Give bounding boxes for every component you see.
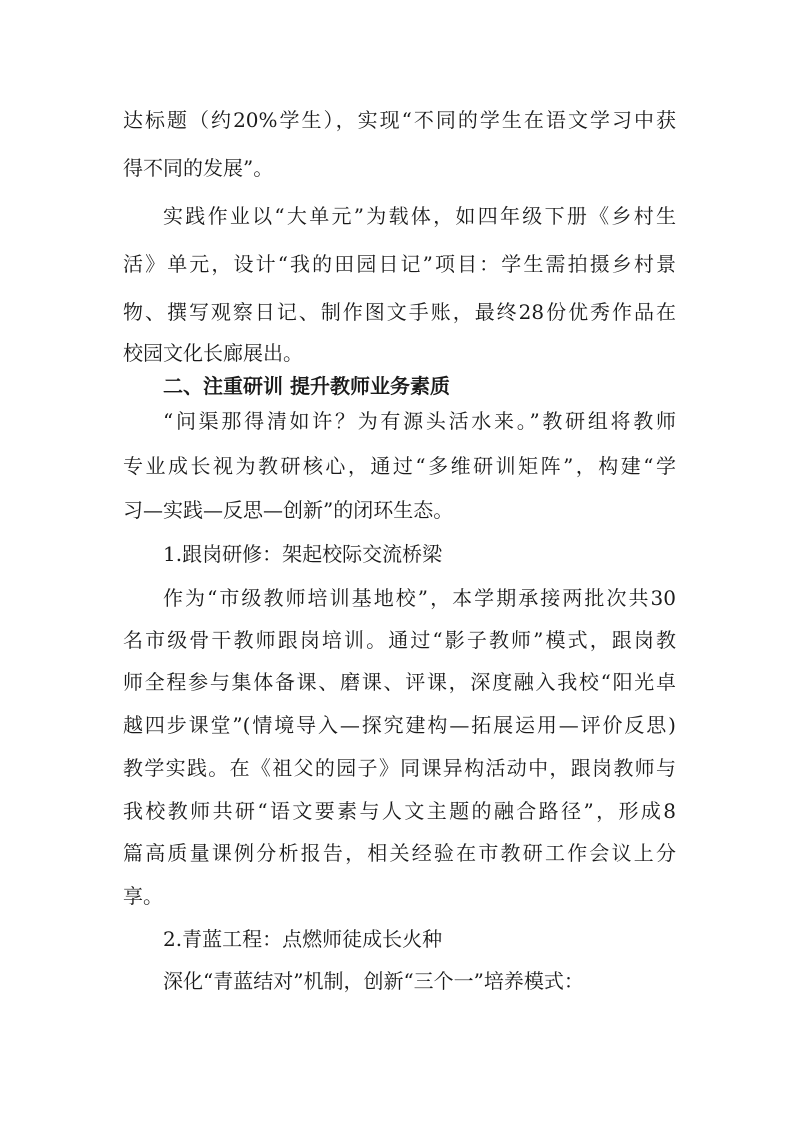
subsection-heading: 1.跟岗研修：架起校际交流桥梁 — [163, 542, 443, 566]
paragraph-line: 我校教师共研“语文要素与人文主题的融合路径”，形成8 — [123, 799, 676, 823]
paragraph-line: 越四步课堂”(情境导入—探究建构—拓展运用—评价反思) — [123, 713, 676, 737]
paragraph-line: 教学实践。在《祖父的园子》同课异构活动中，跟岗教师与 — [123, 756, 676, 780]
paragraph-line: 习—实践—反思—创新”的闭环生态。 — [123, 498, 454, 522]
paragraph-line: 作为“市级教师培训基地校”，本学期承接两批次共30 — [163, 586, 676, 610]
paragraph-line: 深化“青蓝结对”机制，创新“三个一”培养模式： — [163, 969, 584, 993]
paragraph-line: 实践作业以“大单元”为载体，如四年级下册《乡村生 — [163, 204, 676, 228]
paragraph-line: 达标题（约20%学生），实现“不同的学生在语文学习中获 — [123, 108, 676, 132]
paragraph-line: 校园文化长廊展出。 — [123, 341, 303, 365]
paragraph-line: 活》单元，设计“我的田园日记”项目：学生需拍摄乡村景 — [123, 252, 676, 276]
subsection-heading: 2.青蓝工程：点燃师徒成长火种 — [163, 927, 443, 951]
paragraph-line: 名市级骨干教师跟岗培训。通过“影子教师”模式，跟岗教 — [123, 628, 676, 652]
paragraph-line: 享。 — [123, 884, 163, 908]
paragraph-line: 物、撰写观察日记、制作图文手账，最终28份优秀作品在 — [123, 300, 676, 324]
paragraph-line: 师全程参与集体备课、磨课、评课，深度融入我校“阳光卓 — [123, 670, 676, 694]
paragraph-line: 得不同的发展”。 — [123, 156, 274, 180]
paragraph-line: 篇高质量课例分析报告，相关经验在市教研工作会议上分 — [123, 841, 676, 865]
section-heading: 二、注重研训 提升教师业务素质 — [163, 374, 450, 398]
paragraph-line: “问渠那得清如许？为有源头活水来。”教研组将教师 — [163, 409, 676, 433]
paragraph-line: 专业成长视为教研核心，通过“多维研训矩阵”，构建“学 — [123, 454, 676, 478]
